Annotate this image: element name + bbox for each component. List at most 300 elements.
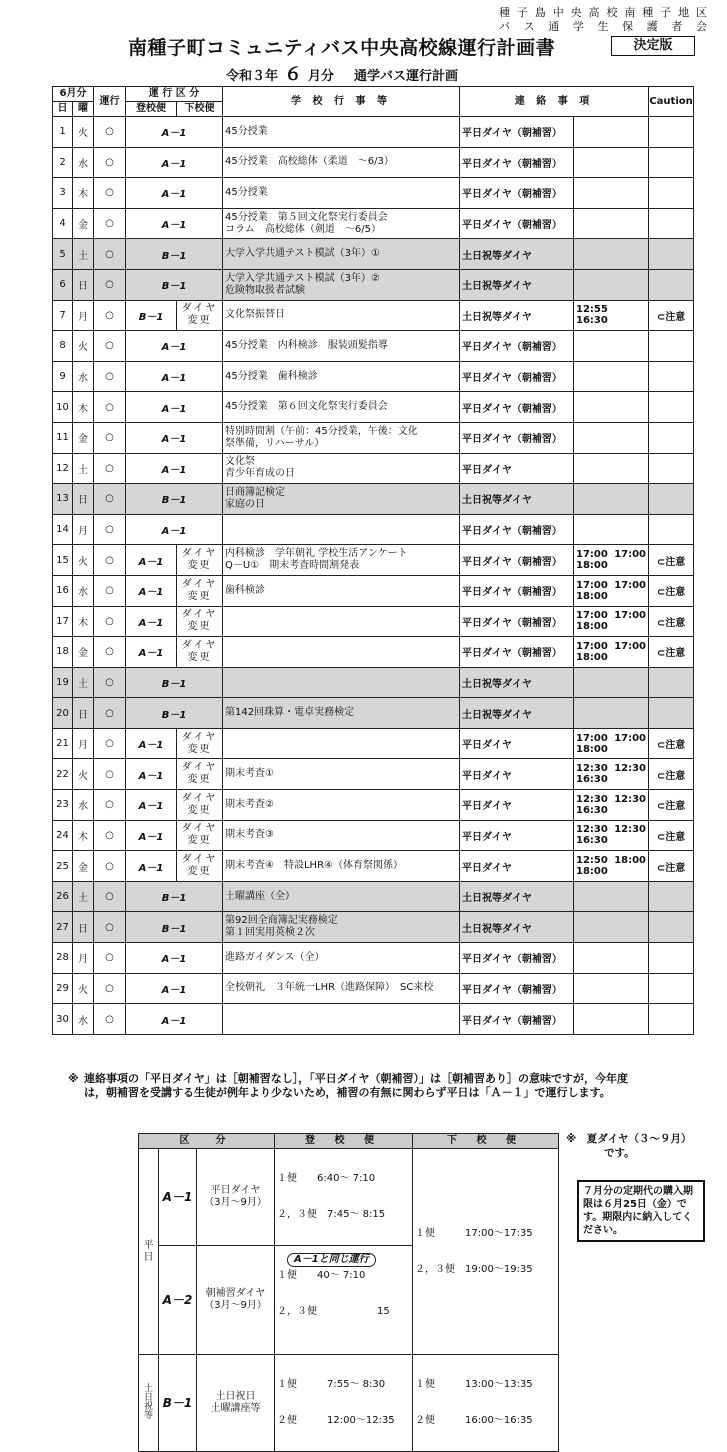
weekday-cell: 水: [73, 575, 94, 606]
caution-cell: ⊂注意: [649, 637, 694, 668]
event-line: 45分授業: [225, 186, 268, 198]
weekday-cell: 水: [73, 790, 94, 821]
weekday-group-label: 平 日: [139, 1149, 159, 1355]
table-row: [53, 820, 694, 851]
table-row: [53, 943, 694, 974]
caution-cell: ⊂注意: [649, 606, 694, 637]
changed-time-main: 12:50 18:00: [576, 855, 608, 878]
day-cell: 20: [53, 698, 73, 729]
event-line: 祭準備，リハーサル）: [225, 437, 325, 449]
changed-times-cell: [574, 820, 649, 851]
route-a1-to-times: １便 6:40～ 7:10 ２，３便 7:45～ 8:15: [275, 1149, 413, 1246]
day-cell: 18: [53, 637, 73, 668]
event-cell: [223, 453, 460, 484]
day-cell: 11: [53, 422, 73, 453]
weekday-cell: 土: [73, 239, 94, 270]
caution-cell: [649, 1004, 694, 1035]
changed-time-main: 12:55 16:30: [576, 304, 608, 327]
route-b1: B－1: [159, 1355, 197, 1452]
event-line: コラム 高校総体（剣道 ～6/5）: [225, 223, 382, 235]
event-line: 危険物取扱者試験: [225, 284, 306, 296]
caution-cell: [649, 208, 694, 239]
from-school-change-cell: ダイヤ変更: [177, 545, 223, 576]
category-header: 運 行 区 分: [126, 87, 223, 102]
caution-cell: [649, 422, 694, 453]
caution-cell: [649, 667, 694, 698]
operation-cell: ○: [94, 453, 126, 484]
to-school-route-cell: A－1: [126, 637, 177, 668]
day-cell: 5: [53, 239, 73, 270]
changed-times-cell: [574, 851, 649, 882]
operation-cell: ○: [94, 208, 126, 239]
to-school-route-cell: A－1: [126, 422, 223, 453]
day-cell: 25: [53, 851, 73, 882]
event-line: 期末考査②: [225, 798, 274, 810]
to-school-route-cell: A－1: [126, 208, 223, 239]
day-cell: 15: [53, 545, 73, 576]
operation-cell: ○: [94, 361, 126, 392]
diagram-cell: 平日ダイヤ（朝補習）: [460, 392, 574, 423]
from-school-change-cell: ダイヤ変更: [177, 575, 223, 606]
table-row: [53, 851, 694, 882]
event-line: 土曜講座（全）: [225, 890, 296, 902]
same-as-a1-label: A－1と同じ運行: [287, 1253, 376, 1267]
event-cell: [223, 606, 460, 637]
table-row: [53, 147, 694, 178]
table-row: [53, 300, 694, 331]
operation-cell: ○: [94, 117, 126, 148]
operation-cell: ○: [94, 698, 126, 729]
diagram-cell: 平日ダイヤ（朝補習）: [460, 606, 574, 637]
caution-cell: [649, 973, 694, 1004]
changed-times-cell: [574, 1004, 649, 1035]
from-school-header: 下校便: [177, 102, 223, 117]
diagram-cell: 平日ダイヤ: [460, 453, 574, 484]
day-cell: 26: [53, 881, 73, 912]
event-line: 文化祭振替日: [225, 309, 286, 321]
day-cell: 14: [53, 514, 73, 545]
weekday-cell: 木: [73, 178, 94, 209]
document-title: 南種子町コミュニティバス中央高校線運行計画書: [128, 37, 556, 59]
route-b1-name: 土日祝日 土曜講座等: [197, 1355, 275, 1452]
table-row: [53, 453, 694, 484]
weekday-header: 曜: [73, 102, 94, 117]
changed-times-cell: [574, 943, 649, 974]
weekday-cell: 月: [73, 943, 94, 974]
changed-time-side: 17:00: [614, 579, 647, 591]
diagram-cell: 平日ダイヤ（朝補習）: [460, 147, 574, 178]
to-school-route-cell: B－1: [126, 698, 223, 729]
day-cell: 28: [53, 943, 73, 974]
to-school-route-cell: A－1: [126, 759, 177, 790]
changed-time-main: 12:30 16:30: [576, 763, 608, 786]
event-cell: [223, 514, 460, 545]
table-row: [53, 728, 694, 759]
caution-cell: [649, 178, 694, 209]
event-cell: [223, 178, 460, 209]
to-school-route-cell: A－1: [126, 178, 223, 209]
weekday-cell: 火: [73, 331, 94, 362]
event-line: 家庭の日: [225, 498, 266, 510]
changed-times-cell: [574, 698, 649, 729]
changed-time-main: 12:30 16:30: [576, 793, 608, 816]
caution-cell: [649, 484, 694, 515]
event-cell: [223, 147, 460, 178]
changed-time-side: 12:30: [614, 824, 647, 836]
to-school-route-cell: A－1: [126, 147, 223, 178]
diagram-schedule-table: [138, 1133, 559, 1452]
caution-cell: [649, 514, 694, 545]
day-cell: 19: [53, 667, 73, 698]
operation-cell: ○: [94, 514, 126, 545]
to-school-route-cell: A－1: [126, 790, 177, 821]
changed-times-cell: [574, 912, 649, 943]
to-school-route-cell: A－1: [126, 331, 223, 362]
changed-times-cell: [574, 545, 649, 576]
operation-cell: ○: [94, 790, 126, 821]
event-line: 45分授業 歯科検診: [225, 370, 318, 382]
from-school-change-cell: ダイヤ変更: [177, 606, 223, 637]
day-cell: 9: [53, 361, 73, 392]
diagram-cell: 平日ダイヤ（朝補習）: [460, 514, 574, 545]
day-cell: 24: [53, 820, 73, 851]
weekday-cell: 月: [73, 300, 94, 331]
diagram-cell: 平日ダイヤ（朝補習）: [460, 637, 574, 668]
caution-cell: [649, 117, 694, 148]
event-line: 期末考査①: [225, 768, 274, 780]
changed-times-cell: [574, 361, 649, 392]
weekday-cell: 金: [73, 851, 94, 882]
day-header: 日: [53, 102, 73, 117]
route-a2-name: 朝補習ダイヤ （3月～9月）: [197, 1246, 275, 1355]
event-cell: [223, 208, 460, 239]
changed-times-cell: [574, 759, 649, 790]
changed-times-cell: [574, 269, 649, 300]
event-line: 進路ガイダンス（全）: [225, 951, 325, 963]
caution-cell: [649, 943, 694, 974]
table-row: [53, 117, 694, 148]
event-line: 期末考査④ 特設LHR④（体育祭関係）: [225, 860, 403, 872]
day-cell: 13: [53, 484, 73, 515]
weekday-cell: 木: [73, 606, 94, 637]
event-line: 45分授業 高校総体（柔道 ～6/3）: [225, 156, 394, 168]
to-school-route-cell: A－1: [126, 392, 223, 423]
event-cell: [223, 239, 460, 270]
day-cell: 30: [53, 1004, 73, 1035]
changed-times-cell: [574, 300, 649, 331]
operation-cell: ○: [94, 606, 126, 637]
from-school-change-cell: ダイヤ変更: [177, 728, 223, 759]
diagram-cell: 平日ダイヤ: [460, 728, 574, 759]
to-school-times-header: 登 校 便: [275, 1134, 413, 1149]
route-b1-from-times: １便 13:00～13:35 ２便 16:00～16:35: [413, 1355, 559, 1452]
changed-times-cell: [574, 667, 649, 698]
contact-header: 連 絡 事 項: [460, 87, 649, 117]
caution-header: Caution: [649, 87, 694, 117]
diagram-cell: 土日祝等ダイヤ: [460, 484, 574, 515]
changed-times-cell: [574, 606, 649, 637]
table-row: [53, 973, 694, 1004]
weekday-cell: 日: [73, 269, 94, 300]
operation-cell: ○: [94, 973, 126, 1004]
table-row: [53, 667, 694, 698]
kubun-header: 区 分: [139, 1134, 275, 1149]
day-cell: 3: [53, 178, 73, 209]
weekday-cell: 水: [73, 361, 94, 392]
event-cell: [223, 331, 460, 362]
to-school-route-cell: A－1: [126, 545, 177, 576]
table-row: [53, 208, 694, 239]
to-school-route-cell: A－1: [126, 728, 177, 759]
event-cell: [223, 392, 460, 423]
changed-times-cell: [574, 973, 649, 1004]
event-cell: [223, 422, 460, 453]
caution-cell: ⊂注意: [649, 820, 694, 851]
route-a-from-times: １便 17:00～17:35 ２，３便 19:00～19:35: [413, 1149, 559, 1355]
caution-cell: [649, 331, 694, 362]
event-cell: [223, 637, 460, 668]
note: ※ 連絡事項の「平日ダイヤ」は［朝補習なし］，「平日ダイヤ（朝補習）」は［朝補習あり］の意味ですが，今年度は，朝補習を受講する生徒が例年より少ないため，補習の有無に関わらず平日は「Ａ－１」で運行します。: [68, 1072, 629, 1099]
caution-cell: [649, 147, 694, 178]
weekday-cell: 土: [73, 453, 94, 484]
diagram-cell: 平日ダイヤ（朝補習）: [460, 575, 574, 606]
event-cell: [223, 790, 460, 821]
event-cell: [223, 545, 460, 576]
route-a1: A－1: [159, 1149, 197, 1246]
event-cell: [223, 300, 460, 331]
route-b1-to-times: １便 7:55～ 8:30 ２便 12:00～12:35: [275, 1355, 413, 1452]
to-school-route-cell: A－1: [126, 361, 223, 392]
weekday-cell: 水: [73, 1004, 94, 1035]
to-school-route-cell: A－1: [126, 575, 177, 606]
operation-cell: ○: [94, 178, 126, 209]
organization-name: 種子島中央高校南種子地区 バス通学生保護者会: [499, 6, 709, 33]
diagram-cell: 平日ダイヤ（朝補習）: [460, 208, 574, 239]
caution-cell: [649, 269, 694, 300]
table-row: [53, 422, 694, 453]
table-row: [53, 881, 694, 912]
event-cell: [223, 117, 460, 148]
table-row: [53, 545, 694, 576]
route-a1-name: 平日ダイヤ （3月～9月）: [197, 1149, 275, 1246]
to-school-route-cell: B－1: [126, 239, 223, 270]
weekday-cell: 土: [73, 667, 94, 698]
event-line: Q－U① 期末考査時間割発表: [225, 560, 360, 572]
caution-cell: [649, 361, 694, 392]
operation-cell: ○: [94, 851, 126, 882]
diagram-cell: 平日ダイヤ（朝補習）: [460, 973, 574, 1004]
diagram-cell: 平日ダイヤ（朝補習）: [460, 422, 574, 453]
diagram-cell: 土日祝等ダイヤ: [460, 881, 574, 912]
caution-cell: [649, 698, 694, 729]
caution-cell: ⊂注意: [649, 575, 694, 606]
to-school-route-cell: A－1: [126, 514, 223, 545]
changed-times-cell: [574, 331, 649, 362]
from-school-change-cell: ダイヤ変更: [177, 790, 223, 821]
to-school-route-cell: A－1: [126, 606, 177, 637]
event-line: 期末考査③: [225, 829, 274, 841]
table-row: [53, 912, 694, 943]
changed-times-cell: [574, 484, 649, 515]
changed-times-cell: [574, 392, 649, 423]
diagram-cell: 平日ダイヤ（朝補習）: [460, 1004, 574, 1035]
day-cell: 7: [53, 300, 73, 331]
operation-cell: ○: [94, 269, 126, 300]
operation-cell: ○: [94, 484, 126, 515]
operation-cell: ○: [94, 820, 126, 851]
event-cell: [223, 484, 460, 515]
day-cell: 29: [53, 973, 73, 1004]
changed-time-main: 17:00 18:00: [576, 610, 608, 633]
event-cell: [223, 1004, 460, 1035]
changed-time-side: 17:00: [614, 640, 647, 652]
event-line: 第142回珠算・電卓実務検定: [225, 707, 355, 719]
route-a2-to-times: １便 40～ 7:10 ２，３便 15 A－1と同じ運行: [275, 1246, 413, 1355]
event-cell: [223, 575, 460, 606]
weekday-cell: 日: [73, 484, 94, 515]
event-cell: [223, 820, 460, 851]
operation-cell: ○: [94, 912, 126, 943]
changed-time-side: 17:00: [614, 549, 647, 561]
event-line: 大学入学共通テスト模試（3年）①: [225, 248, 380, 260]
weekday-cell: 土: [73, 881, 94, 912]
day-cell: 8: [53, 331, 73, 362]
table-row: [53, 698, 694, 729]
from-school-times-header: 下 校 便: [413, 1134, 559, 1149]
table-row: [53, 178, 694, 209]
event-cell: [223, 943, 460, 974]
route-a2: A－2: [159, 1246, 197, 1355]
event-cell: [223, 728, 460, 759]
changed-times-cell: [574, 117, 649, 148]
to-school-route-cell: A－1: [126, 453, 223, 484]
day-cell: 17: [53, 606, 73, 637]
diagram-cell: 土日祝等ダイヤ: [460, 300, 574, 331]
diagram-cell: 土日祝等ダイヤ: [460, 239, 574, 270]
event-cell: [223, 667, 460, 698]
changed-times-cell: [574, 239, 649, 270]
changed-times-cell: [574, 453, 649, 484]
day-cell: 2: [53, 147, 73, 178]
event-line: 日商簿記検定: [225, 486, 286, 498]
diagram-cell: 平日ダイヤ: [460, 759, 574, 790]
table-row: [53, 331, 694, 362]
table-row: [53, 361, 694, 392]
operation-cell: ○: [94, 575, 126, 606]
event-line: 文化祭: [225, 456, 256, 468]
from-school-change-cell: ダイヤ変更: [177, 851, 223, 882]
changed-time-side: 18:00: [614, 855, 647, 867]
event-cell: [223, 361, 460, 392]
table-row: [53, 484, 694, 515]
diagram-cell: 平日ダイヤ: [460, 790, 574, 821]
caution-cell: [649, 453, 694, 484]
table-row: [53, 606, 694, 637]
event-line: 45分授業: [225, 125, 268, 137]
changed-time-main: 17:00 18:00: [576, 732, 608, 755]
table-row: [53, 575, 694, 606]
changed-times-cell: [574, 422, 649, 453]
operation-cell: ○: [94, 943, 126, 974]
caution-cell: ⊂注意: [649, 851, 694, 882]
weekday-cell: 月: [73, 728, 94, 759]
to-school-route-cell: A－1: [126, 117, 223, 148]
to-school-route-cell: A－1: [126, 943, 223, 974]
month-header: 6月分: [53, 87, 94, 102]
subtitle: 令和３年 ６ 月分 通学バス運行計画: [226, 64, 459, 85]
weekday-cell: 金: [73, 208, 94, 239]
weekday-cell: 月: [73, 514, 94, 545]
weekday-cell: 金: [73, 637, 94, 668]
weekday-cell: 金: [73, 422, 94, 453]
event-cell: [223, 698, 460, 729]
table-row: [53, 239, 694, 270]
table-row: [53, 637, 694, 668]
table-row: [53, 269, 694, 300]
changed-times-cell: [574, 790, 649, 821]
caution-cell: [649, 392, 694, 423]
weekday-cell: 火: [73, 117, 94, 148]
to-school-header: 登校便: [126, 102, 177, 117]
operation-cell: ○: [94, 759, 126, 790]
diagram-cell: 土日祝等ダイヤ: [460, 912, 574, 943]
changed-times-cell: [574, 178, 649, 209]
event-line: 45分授業 第５回文化祭実行委員会: [225, 211, 388, 223]
changed-times-cell: [574, 728, 649, 759]
event-line: 青少年育成の日: [225, 468, 296, 480]
changed-time-side: 12:30: [614, 793, 647, 805]
from-school-change-cell: ダイヤ変更: [177, 759, 223, 790]
diagram-cell: 平日ダイヤ（朝補習）: [460, 117, 574, 148]
diagram-cell: 平日ダイヤ（朝補習）: [460, 943, 574, 974]
diagram-cell: 平日ダイヤ（朝補習）: [460, 178, 574, 209]
to-school-route-cell: B－1: [126, 667, 223, 698]
event-cell: [223, 851, 460, 882]
event-cell: [223, 759, 460, 790]
day-cell: 6: [53, 269, 73, 300]
to-school-route-cell: B－1: [126, 269, 223, 300]
caution-cell: ⊂注意: [649, 759, 694, 790]
weekday-cell: 木: [73, 392, 94, 423]
diagram-cell: 土日祝等ダイヤ: [460, 698, 574, 729]
day-cell: 21: [53, 728, 73, 759]
caution-cell: ⊂注意: [649, 545, 694, 576]
status-stamp: 決定版: [611, 36, 695, 56]
diagram-cell: 土日祝等ダイヤ: [460, 667, 574, 698]
table-row: [53, 1004, 694, 1035]
day-cell: 23: [53, 790, 73, 821]
to-school-route-cell: A－1: [126, 1004, 223, 1035]
weekday-cell: 木: [73, 820, 94, 851]
operation-cell: ○: [94, 422, 126, 453]
from-school-change-cell: ダイヤ変更: [177, 300, 223, 331]
day-cell: 12: [53, 453, 73, 484]
weekday-cell: 日: [73, 698, 94, 729]
to-school-route-cell: B－1: [126, 912, 223, 943]
events-header: 学 校 行 事 等: [223, 87, 460, 117]
diagram-cell: 土日祝等ダイヤ: [460, 269, 574, 300]
weekday-cell: 水: [73, 147, 94, 178]
day-cell: 16: [53, 575, 73, 606]
changed-times-cell: [574, 514, 649, 545]
operation-cell: ○: [94, 147, 126, 178]
table-row: [53, 759, 694, 790]
event-cell: [223, 881, 460, 912]
event-line: 大学入学共通テスト模試（3年）②: [225, 272, 380, 284]
table-row: [53, 514, 694, 545]
event-cell: [223, 973, 460, 1004]
operation-cell: ○: [94, 545, 126, 576]
